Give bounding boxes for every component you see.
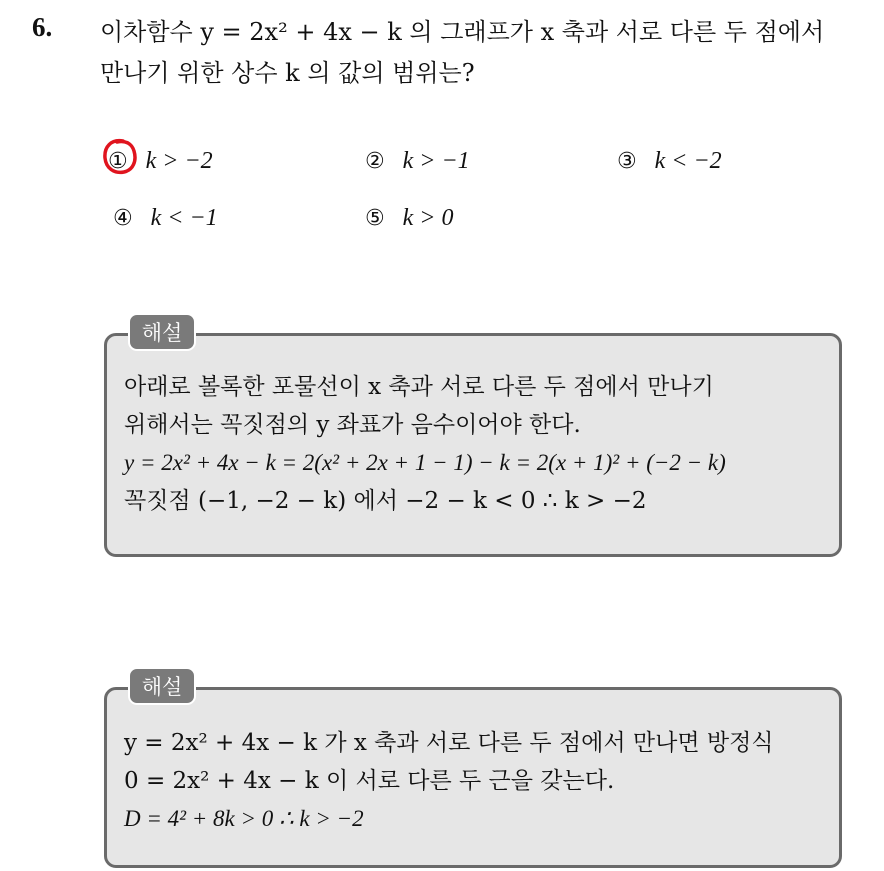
solution-line: y = 2x² + 4x − k 가 x 축과 서로 다른 두 점에서 만나면 방정식	[124, 730, 774, 756]
choice-expression: k < −2	[654, 148, 722, 174]
choice-4[interactable]	[113, 202, 218, 234]
problem-number: 6.	[32, 12, 53, 42]
choice-expression: k > −1	[402, 148, 470, 174]
solution-line: 아래로 볼록한 포물선이 x 축과 서로 다른 두 점에서 만나기	[124, 374, 714, 400]
choice-expression: k > 0	[402, 205, 454, 231]
solution-line: 꼭짓점 (−1, −2 − k) 에서 −2 − k < 0 ∴ k > −2	[124, 488, 647, 514]
solution-text-1	[124, 368, 829, 520]
solution-label-2: 해설	[128, 667, 196, 705]
choice-expression: k < −1	[150, 205, 218, 231]
question-text	[100, 12, 870, 94]
question-line: 이차함수 y = 2x² + 4x − k 의 그래프가 x 축과 서로 다른 두 점에서	[100, 18, 825, 46]
choice-5[interactable]	[365, 202, 454, 234]
choice-number: ③	[617, 149, 637, 174]
solution-line: 0 = 2x² + 4x − k 이 서로 다른 두 근을 갖는다.	[124, 768, 615, 794]
choice-1[interactable]	[108, 145, 213, 177]
solution-text-2	[124, 724, 829, 838]
solution-equation: D = 4² + 8k > 0 ∴ k > −2	[124, 806, 364, 831]
choice-number: ④	[113, 206, 133, 231]
solution-line: 위해서는 꼭짓점의 y 좌표가 음수이어야 한다.	[124, 412, 581, 438]
question-line: 만나기 위한 상수 k 의 값의 범위는?	[100, 59, 475, 87]
choice-2[interactable]	[365, 145, 470, 177]
choice-number: ①	[108, 149, 128, 174]
solution-equation: y = 2x² + 4x − k = 2(x² + 2x + 1 − 1) − k = 2(x + 1)² + (−2 − k)	[124, 450, 726, 475]
solution-label-1: 해설	[128, 313, 196, 351]
choice-number: ⑤	[365, 206, 385, 231]
choice-3[interactable]	[617, 145, 722, 177]
choice-expression: k > −2	[145, 148, 213, 174]
choice-number: ②	[365, 149, 385, 174]
